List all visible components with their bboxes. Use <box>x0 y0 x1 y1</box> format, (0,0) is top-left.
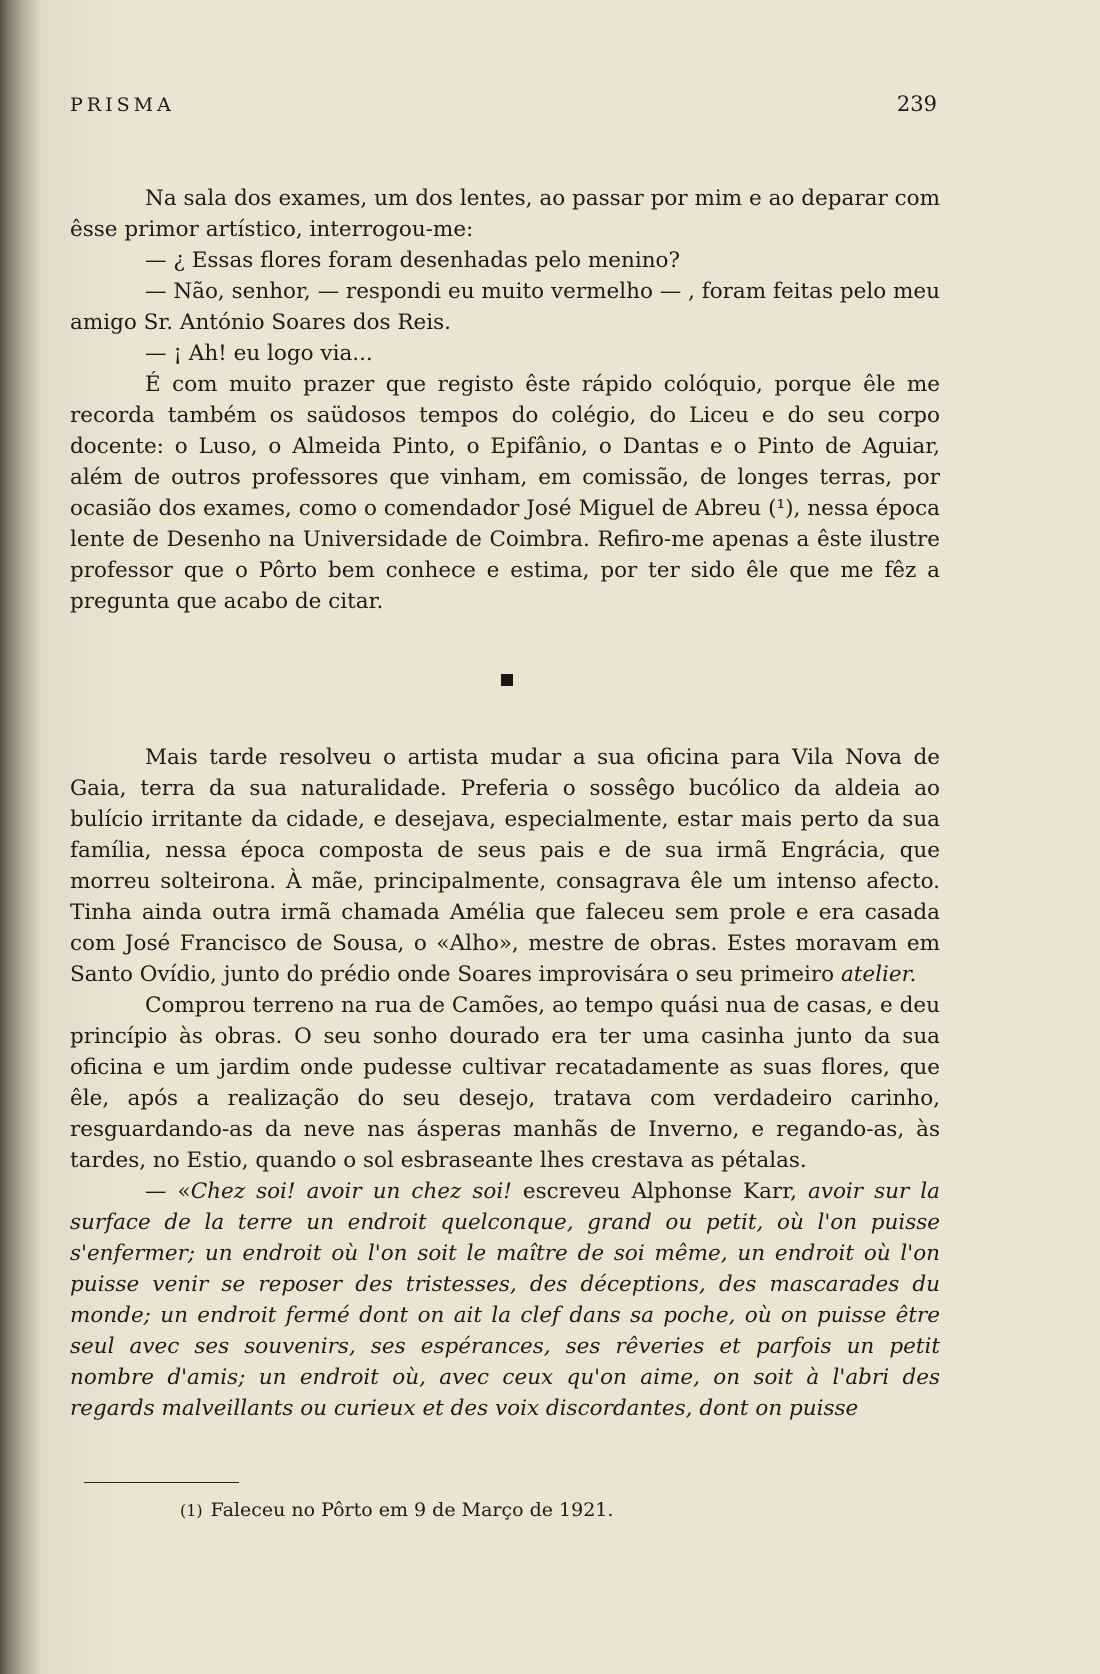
page-header <box>70 92 937 116</box>
paragraph: Na sala dos exames, um dos lentes, ao passar por mim e ao deparar com êsse primor artístico, interrogou-me: <box>70 186 940 242</box>
quotation-paragraph <box>70 1176 940 1424</box>
italic-word: atelier. <box>840 962 917 987</box>
dialogue-line: — ¡ Ah! eu logo via... <box>145 341 373 366</box>
footnote-mark: (1) <box>180 1501 203 1520</box>
paragraph: Comprou terreno na rua de Camões, ao tempo quási nua de casas, e deu princípio às obras. O seu sonho dourado era ter uma casinha junto da sua oficina e um jardim onde pudesse cultivar recatadamente as suas flores, que êle, após a realização do seu desejo, tratava com verdadeiro carinho, resguardando-as da neve nas ásperas manhãs de Inverno, e regando-as, às tardes, no Estio, quando o sol esbraseante lhes crestava as pétalas. <box>70 993 940 1173</box>
quote-italic: Chez soi! avoir un chez soi! <box>190 1179 512 1204</box>
dialogue-line: — ¿ Essas flores foram desenhadas pelo menino? <box>145 248 681 273</box>
paragraph <box>70 742 940 990</box>
paragraph-text: Mais tarde resolveu o artista mudar a sua oficina para Vila Nova de Gaia, terra da sua naturalidade. Preferia o sossêgo bucólico da aldeia ao bulício irritante da cidade, e desejava, especialmente, estar mais perto da sua família, nessa época composta de seus pais e de sua irmã Engrácia, que morreu solteirona. À mãe, principalmente, consagrava êle um intenso afecto. Tinha ainda outra irmã chamada Amélia que faleceu sem prole e era casada com José Francisco de Sousa, o «Alho», mestre de obras. Estes moravam em Santo Ovídio, junto do prédio onde Soares improvisára o seu primeiro <box>70 745 940 987</box>
footnote-text: Faleceu no Pôrto em 9 de Março de 1921. <box>210 1499 614 1521</box>
footnote <box>180 1497 880 1524</box>
dialogue-line: — Não, senhor, — respondi eu muito vermelho — , foram feitas pelo meu amigo Sr. António Soares dos Reis. <box>70 279 940 335</box>
section-separator <box>501 674 513 686</box>
footnote-rule <box>84 1482 239 1483</box>
quote-italic: avoir sur la surface de la terre un endroit quelconque, grand ou petit, où l'on puisse s'enfermer; un endroit où l'on soit le maître de soi même, un endroit où l'on puisse venir se reposer des tristesses, des déceptions, des mascarades du monde; un endroit fermé dont on ait la clef dans sa poche, où on puisse être seul avec ses souvenirs, ses espérances, ses rêveries et parfois un petit nombre d'amis; un endroit où, avec ceux qu'on aime, on soit à l'abri des regards malveillants ou curieux et des voix discordantes, dont on puisse <box>70 1179 940 1421</box>
text-block-dialogue <box>70 183 940 617</box>
paragraph: É com muito prazer que registo êste rápido colóquio, porque êle me recorda também os saüdosos tempos do colégio, do Liceu e do seu corpo docente: o Luso, o Almeida Pinto, o Epifânio, o Dantas e o Pinto de Aguiar, além de outros professores que vinham, em comissão, de longes terras, por ocasião dos exames, como o comendador José Miguel de Abreu (¹), nessa época lente de Desenho na Universidade de Coimbra. Refiro-me apenas a êste ilustre professor que o Pôrto bem conhece e estima, por ter sido êle que me fêz a pregunta que acabo de citar. <box>70 372 940 614</box>
quote-dash: — « <box>145 1179 191 1204</box>
page-number: 239 <box>896 92 937 116</box>
quote-attribution: escreveu Alphonse Karr, <box>511 1179 809 1204</box>
text-block-main <box>70 742 940 1424</box>
running-head: PRISMA <box>70 94 175 116</box>
